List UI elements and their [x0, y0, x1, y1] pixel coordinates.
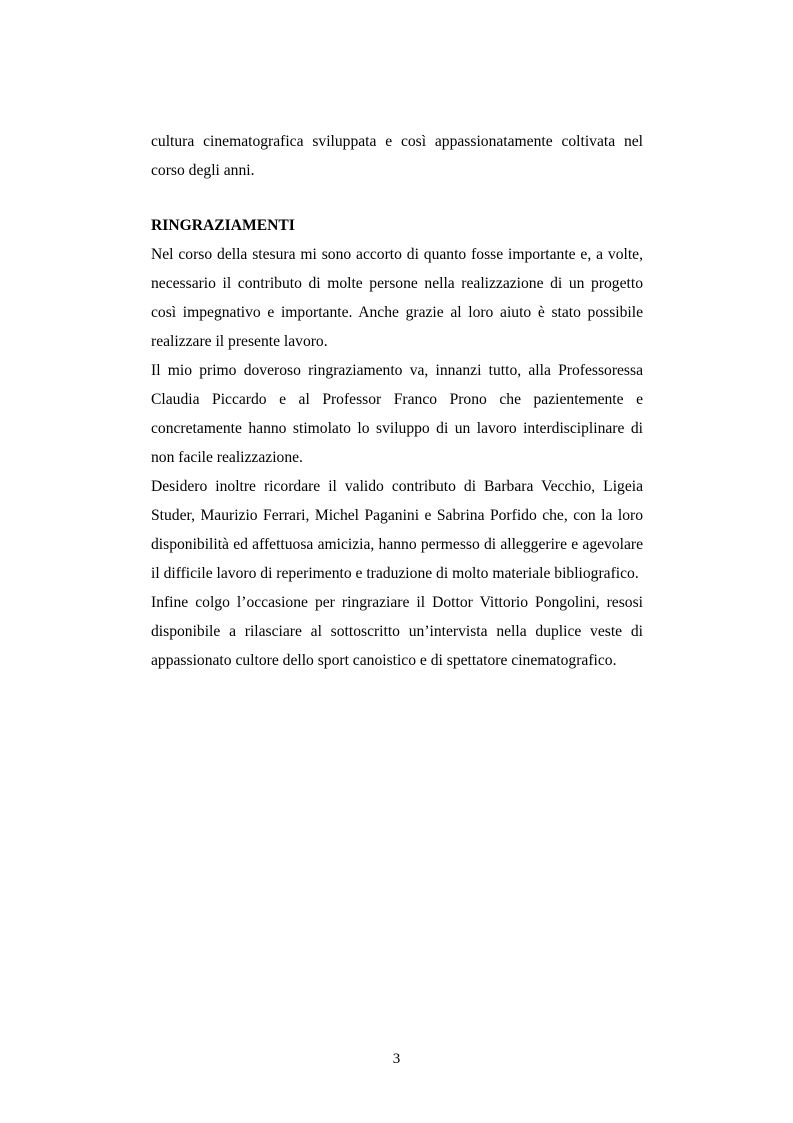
- continuation-paragraph: [151, 127, 643, 185]
- acknowledgements-section: [151, 211, 643, 675]
- paragraph: Nel corso della stesura mi sono accorto di quanto fosse importante e, a volte, necessario il contributo di molte persone nella realizzazione di un progetto così impegnativo e importante. Anche grazie al loro aiuto è stato possibile realizzare il presente lavoro.: [151, 246, 643, 350]
- section-heading: RINGRAZIAMENTI: [151, 217, 295, 234]
- paragraph: cultura cinematografica sviluppata e così appassionatamente coltivata nel corso degli anni.: [151, 133, 643, 179]
- paragraph: Infine colgo l’occasione per ringraziare il Dottor Vittorio Pongolini, resosi disponibile a rilasciare al sottoscritto un’intervista nella duplice veste di appassionato cultore dello sport canoistico e di spettatore cinematografico.: [151, 594, 643, 669]
- paragraph: Desidero inoltre ricordare il valido contributo di Barbara Vecchio, Ligeia Studer, Maurizio Ferrari, Michel Paganini e Sabrina Porfido che, con la loro disponibilità ed affettuosa amicizia, hanno permesso di alleggerire e agevolare il difficile lavoro di reperimento e traduzione di molto materiale bibliografico.: [151, 478, 643, 582]
- paragraph: Il mio primo doveroso ringraziamento va, innanzi tutto, alla Professoressa Claudia Piccardo e al Professor Franco Prono che pazientemente e concretamente hanno stimolato lo sviluppo di un lavoro interdisciplinare di non facile realizzazione.: [151, 362, 643, 466]
- page-number: 3: [392, 1051, 401, 1067]
